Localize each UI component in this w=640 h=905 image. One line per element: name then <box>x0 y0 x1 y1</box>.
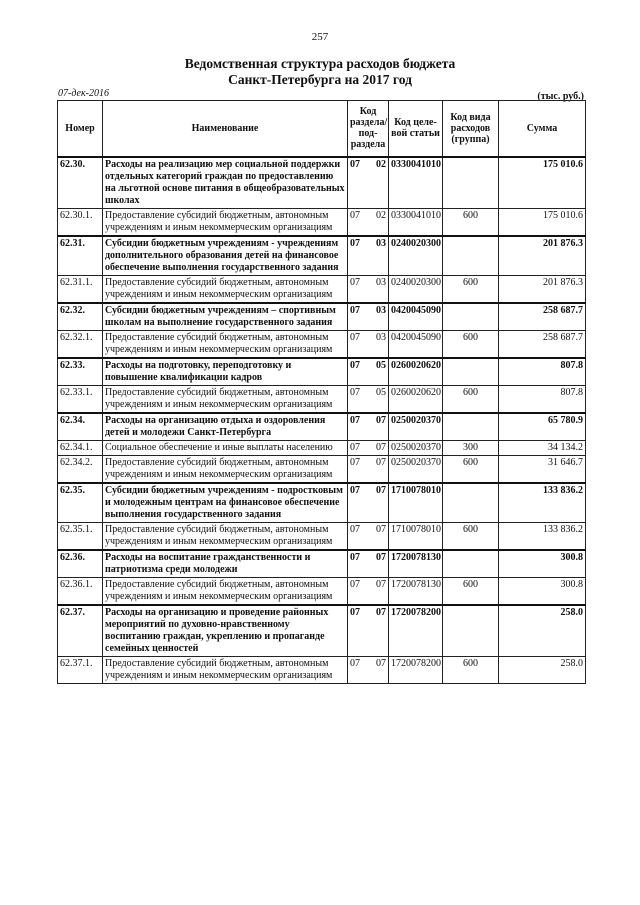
section-code: 07 <box>350 331 360 343</box>
row-expense-type: 600 <box>443 385 499 413</box>
row-article-code: 1710078010 <box>389 522 443 550</box>
subsection-code: 02 <box>376 209 386 221</box>
row-expense-type <box>443 483 499 523</box>
row-number: 62.37.1. <box>58 656 103 683</box>
row-section-code <box>348 455 389 483</box>
row-section-code <box>348 236 389 276</box>
row-name: Предоставление субсидий бюджетным, автономным учреждениям и иным некоммерческим организациям <box>103 522 348 550</box>
row-expense-type <box>443 550 499 578</box>
row-sum: 258 687.7 <box>499 330 586 358</box>
row-expense-type: 600 <box>443 330 499 358</box>
row-section-code <box>348 605 389 657</box>
header-name: Наименование <box>103 101 348 157</box>
row-sum: 34 134.2 <box>499 440 586 455</box>
section-code: 07 <box>350 657 360 669</box>
row-name: Расходы на организацию отдыха и оздоровления детей и молодежи Санкт-Петербурга <box>103 413 348 441</box>
subsection-code: 07 <box>376 523 386 535</box>
row-name: Предоставление субсидий бюджетным, автономным учреждениям и иным некоммерческим организациям <box>103 208 348 236</box>
subsection-code: 03 <box>376 237 386 249</box>
table-row <box>58 208 586 236</box>
row-sum: 258.0 <box>499 656 586 683</box>
row-section-code <box>348 385 389 413</box>
section-code: 07 <box>350 209 360 221</box>
subsection-code: 07 <box>376 484 386 496</box>
row-name: Предоставление субсидий бюджетным, автономным учреждениям и иным некоммерческим организациям <box>103 275 348 303</box>
row-section-code <box>348 303 389 331</box>
row-article-code: 0260020620 <box>389 385 443 413</box>
subsection-code: 03 <box>376 331 386 343</box>
table-row <box>58 358 586 386</box>
row-article-code: 0330041010 <box>389 157 443 209</box>
row-name: Расходы на воспитание гражданственности и патриотизма среди молодежи <box>103 550 348 578</box>
row-section-code <box>348 330 389 358</box>
row-article-code: 0260020620 <box>389 358 443 386</box>
subsection-code: 03 <box>376 276 386 288</box>
document-date: 07-дек-2016 <box>58 88 109 99</box>
row-expense-type: 600 <box>443 208 499 236</box>
section-code: 07 <box>350 441 360 453</box>
subsection-code: 07 <box>376 456 386 468</box>
table-row <box>58 522 586 550</box>
row-article-code: 0250020370 <box>389 440 443 455</box>
row-name: Предоставление субсидий бюджетным, автономным учреждениям и иным некоммерческим организациям <box>103 656 348 683</box>
row-number: 62.34.2. <box>58 455 103 483</box>
row-article-code: 0420045090 <box>389 303 443 331</box>
subsection-code: 07 <box>376 441 386 453</box>
row-number: 62.34.1. <box>58 440 103 455</box>
subsection-code: 05 <box>376 359 386 371</box>
row-article-code: 1710078010 <box>389 483 443 523</box>
row-expense-type <box>443 605 499 657</box>
page-title <box>0 56 640 88</box>
row-section-code <box>348 157 389 209</box>
header-sum: Сумма <box>499 101 586 157</box>
row-article-code: 0250020370 <box>389 455 443 483</box>
row-article-code: 0240020300 <box>389 236 443 276</box>
table-row <box>58 440 586 455</box>
row-name: Расходы на организацию и проведение районных мероприятий по духовно-нравственному воспитанию граждан, укреплению и пропаганде семейных ценностей <box>103 605 348 657</box>
row-section-code <box>348 522 389 550</box>
row-number: 62.36. <box>58 550 103 578</box>
row-name: Расходы на подготовку, переподготовку и повышение квалификации кадров <box>103 358 348 386</box>
row-article-code: 1720078130 <box>389 550 443 578</box>
section-code: 07 <box>350 414 360 426</box>
section-code: 07 <box>350 237 360 249</box>
row-name: Субсидии бюджетным учреждениям - учреждениям дополнительного образования детей на финансовое обеспечение выполнения государственного задания <box>103 236 348 276</box>
row-name: Субсидии бюджетным учреждениям - подростковым и молодежным центрам на финансовое обеспечение выполнения государственного задания <box>103 483 348 523</box>
row-article-code: 1720078200 <box>389 656 443 683</box>
title-line-2: Санкт-Петербурга на 2017 год <box>228 72 412 87</box>
row-sum: 300.8 <box>499 550 586 578</box>
section-code: 07 <box>350 276 360 288</box>
row-expense-type: 600 <box>443 577 499 605</box>
title-line-1: Ведомственная структура расходов бюджета <box>184 56 456 71</box>
row-expense-type <box>443 303 499 331</box>
row-number: 62.32.1. <box>58 330 103 358</box>
row-sum: 807.8 <box>499 385 586 413</box>
header-section: Код раздела/ под-раздела <box>348 101 389 157</box>
section-code: 07 <box>350 551 360 563</box>
section-code: 07 <box>350 578 360 590</box>
row-section-code <box>348 440 389 455</box>
row-name: Социальное обеспечение и иные выплаты населению <box>103 440 348 455</box>
subsection-code: 02 <box>376 158 386 170</box>
subsection-code: 07 <box>376 551 386 563</box>
row-sum: 133 836.2 <box>499 522 586 550</box>
row-expense-type: 600 <box>443 656 499 683</box>
section-code: 07 <box>350 456 360 468</box>
section-code: 07 <box>350 484 360 496</box>
row-section-code <box>348 483 389 523</box>
row-sum: 201 876.3 <box>499 275 586 303</box>
row-sum: 175 010.6 <box>499 157 586 209</box>
row-name: Субсидии бюджетным учреждениям – спортивным школам на выполнение государственного задания <box>103 303 348 331</box>
table-row <box>58 385 586 413</box>
row-number: 62.31.1. <box>58 275 103 303</box>
row-number: 62.33.1. <box>58 385 103 413</box>
row-section-code <box>348 656 389 683</box>
units-label: (тыс. руб.) <box>537 91 584 102</box>
row-number: 62.32. <box>58 303 103 331</box>
row-number: 62.37. <box>58 605 103 657</box>
row-number: 62.36.1. <box>58 577 103 605</box>
budget-table <box>57 100 586 684</box>
section-code: 07 <box>350 359 360 371</box>
table-row <box>58 656 586 683</box>
subsection-code: 05 <box>376 386 386 398</box>
row-number: 62.33. <box>58 358 103 386</box>
row-sum: 133 836.2 <box>499 483 586 523</box>
row-number: 62.34. <box>58 413 103 441</box>
row-sum: 300.8 <box>499 577 586 605</box>
header-type: Код вида расходов (группа) <box>443 101 499 157</box>
table-row <box>58 236 586 276</box>
table-row <box>58 413 586 441</box>
row-article-code: 0240020300 <box>389 275 443 303</box>
section-code: 07 <box>350 386 360 398</box>
row-article-code: 0250020370 <box>389 413 443 441</box>
row-sum: 31 646.7 <box>499 455 586 483</box>
row-section-code <box>348 413 389 441</box>
row-section-code <box>348 550 389 578</box>
row-sum: 175 010.6 <box>499 208 586 236</box>
row-sum: 258.0 <box>499 605 586 657</box>
row-sum: 807.8 <box>499 358 586 386</box>
row-expense-type <box>443 413 499 441</box>
row-number: 62.30. <box>58 157 103 209</box>
table-row <box>58 550 586 578</box>
header-article: Код целе-вой статьи <box>389 101 443 157</box>
subsection-code: 03 <box>376 304 386 316</box>
subsection-code: 07 <box>376 578 386 590</box>
table-header-row <box>58 101 586 157</box>
section-code: 07 <box>350 523 360 535</box>
row-article-code: 0330041010 <box>389 208 443 236</box>
row-name: Предоставление субсидий бюджетным, автономным учреждениям и иным некоммерческим организациям <box>103 385 348 413</box>
row-expense-type: 600 <box>443 522 499 550</box>
row-number: 62.35.1. <box>58 522 103 550</box>
section-code: 07 <box>350 304 360 316</box>
table-row <box>58 157 586 209</box>
row-expense-type <box>443 157 499 209</box>
row-name: Расходы на реализацию мер социальной поддержки отдельных категорий граждан по предоставлению на льготной основе питания в общеобразовательных школах <box>103 157 348 209</box>
table-row <box>58 330 586 358</box>
row-expense-type <box>443 236 499 276</box>
row-article-code: 1720078200 <box>389 605 443 657</box>
subsection-code: 07 <box>376 606 386 618</box>
row-expense-type <box>443 358 499 386</box>
row-section-code <box>348 208 389 236</box>
table-row <box>58 605 586 657</box>
row-section-code <box>348 275 389 303</box>
row-expense-type: 600 <box>443 275 499 303</box>
table-row <box>58 577 586 605</box>
row-sum: 258 687.7 <box>499 303 586 331</box>
row-expense-type: 600 <box>443 455 499 483</box>
table-row <box>58 483 586 523</box>
row-section-code <box>348 577 389 605</box>
header-number: Номер <box>58 101 103 157</box>
row-number: 62.31. <box>58 236 103 276</box>
section-code: 07 <box>350 606 360 618</box>
row-expense-type: 300 <box>443 440 499 455</box>
subsection-code: 07 <box>376 657 386 669</box>
table-row <box>58 455 586 483</box>
row-sum: 201 876.3 <box>499 236 586 276</box>
row-name: Предоставление субсидий бюджетным, автономным учреждениям и иным некоммерческим организациям <box>103 577 348 605</box>
table-row <box>58 303 586 331</box>
section-code: 07 <box>350 158 360 170</box>
table-row <box>58 275 586 303</box>
row-article-code: 1720078130 <box>389 577 443 605</box>
row-article-code: 0420045090 <box>389 330 443 358</box>
page-number: 257 <box>311 31 329 43</box>
row-section-code <box>348 358 389 386</box>
row-number: 62.30.1. <box>58 208 103 236</box>
row-name: Предоставление субсидий бюджетным, автономным учреждениям и иным некоммерческим организациям <box>103 455 348 483</box>
row-name: Предоставление субсидий бюджетным, автономным учреждениям и иным некоммерческим организациям <box>103 330 348 358</box>
row-number: 62.35. <box>58 483 103 523</box>
subsection-code: 07 <box>376 414 386 426</box>
row-sum: 65 780.9 <box>499 413 586 441</box>
